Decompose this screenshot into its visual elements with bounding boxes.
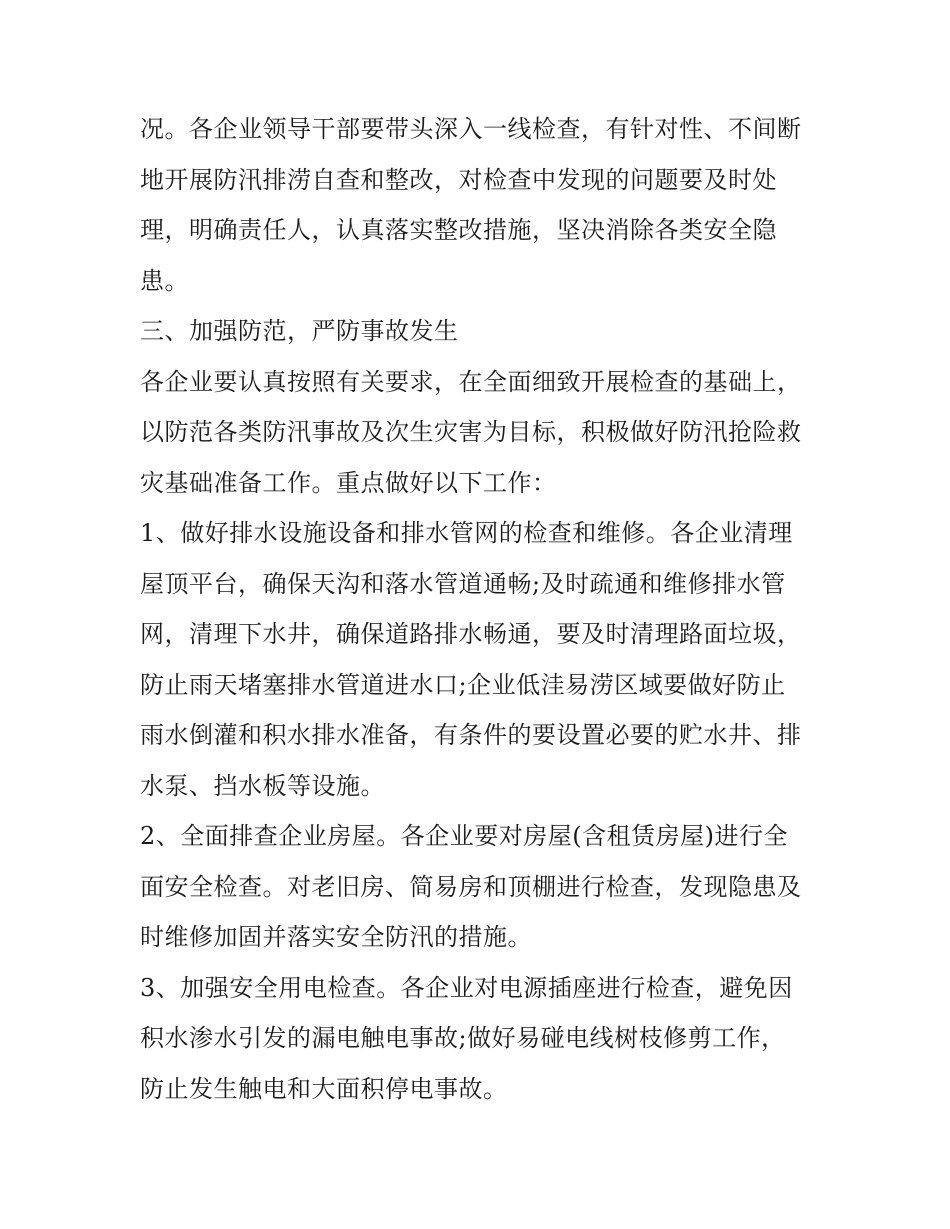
text-line: 地开展防汛排涝自查和整改，对检查中发现的问题要及时处: [140, 165, 777, 194]
text-line: 患。: [140, 266, 189, 295]
text-line: 况。各企业领导干部要带头深入一线检查，有针对性、不间断: [140, 115, 802, 143]
text-line: 灾基础准备工作。重点做好以下工作：: [140, 468, 557, 497]
text-line: 以防范各类防汛事故及次生灾害为目标，积极做好防汛抢险救: [140, 418, 802, 446]
list-item-3: 3、加强安全用电检查。各企业对电源插座进行检查，避免因: [140, 973, 793, 1002]
text-line: 理，明确责任人，认真落实整改措施，坚决消除各类安全隐: [140, 216, 777, 244]
text-line: 各企业要认真按照有关要求，在全面细致开展检查的基础上，: [140, 367, 802, 396]
text-line: 时维修加固并落实安全防汛的措施。: [140, 923, 532, 951]
list-item-1: 1、做好排水设施设备和排水管网的检查和维修。各企业清理: [140, 519, 793, 547]
text-line: 屋顶平台，确保天沟和落水管道通畅;及时疏通和维修排水管: [140, 569, 786, 598]
section-heading: 三、加强防范，严防事故发生: [140, 317, 459, 345]
text-line: 水泵、挡水板等设施。: [140, 771, 385, 800]
text-line: 防止发生触电和大面积停电事故。: [140, 1074, 508, 1103]
text-line: 积水渗水引发的漏电触电事故;做好易碰电线树枝修剪工作，: [140, 1024, 786, 1052]
document-body: [140, 104, 820, 1114]
text-line: 防止雨天堵塞排水管道进水口;企业低洼易涝区域要做好防止: [140, 670, 786, 699]
text-line: 面安全检查。对老旧房、简易房和顶棚进行检查，发现隐患及: [140, 872, 802, 901]
text-line: 网，清理下水井，确保道路排水畅通，要及时清理路面垃圾，: [140, 620, 802, 648]
text-line: 雨水倒灌和积水排水准备，有条件的要设置必要的贮水井、排: [140, 721, 802, 749]
list-item-2: 2、全面排查企业房屋。各企业要对房屋(含租赁房屋)进行全: [140, 822, 788, 850]
